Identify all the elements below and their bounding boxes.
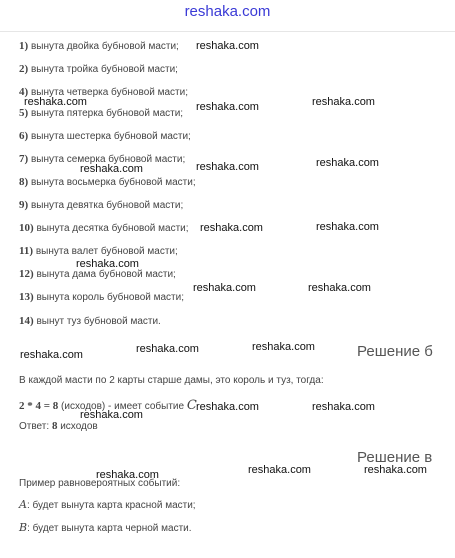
solution-b-heading: Решение б bbox=[357, 343, 433, 360]
item-number: 11) bbox=[19, 245, 34, 257]
event-a-variable: A bbox=[19, 498, 27, 511]
list-item bbox=[19, 130, 191, 142]
item-text: вынута шестерка бубновой масти; bbox=[30, 131, 191, 142]
item-text: вынута семерка бубновой масти; bbox=[30, 154, 186, 165]
solution-v-event-b bbox=[19, 521, 192, 534]
item-number: 13) bbox=[19, 291, 34, 303]
solution-v-heading: Решение в bbox=[357, 449, 433, 466]
watermark: reshaka.com bbox=[252, 341, 315, 353]
item-number: 2) bbox=[19, 63, 29, 75]
item-text: вынута король бубновой масти; bbox=[36, 292, 184, 303]
list-item bbox=[19, 176, 196, 188]
item-number: 7) bbox=[19, 153, 29, 165]
formula-math: 2 * 4 = 8 bbox=[19, 400, 59, 412]
list-item bbox=[19, 245, 178, 257]
list-item bbox=[19, 107, 183, 119]
answer-unit: исходов bbox=[57, 421, 98, 432]
event-variable: C bbox=[186, 398, 197, 413]
list-item bbox=[19, 63, 178, 75]
answer-label: Ответ: bbox=[19, 421, 52, 432]
item-text: вынута валет бубновой масти; bbox=[35, 246, 178, 257]
item-number: 10) bbox=[19, 222, 34, 234]
watermark: reshaka.com bbox=[316, 221, 379, 233]
formula-text: (исходов) - имеет событие bbox=[58, 401, 187, 412]
watermark: reshaka.com bbox=[76, 258, 139, 270]
list-item bbox=[19, 315, 161, 327]
watermark: reshaka.com bbox=[80, 163, 143, 175]
site-header[interactable]: reshaka.com bbox=[184, 3, 271, 20]
solution-v-intro: Пример равновероятных событий: bbox=[19, 478, 181, 489]
watermark: reshaka.com bbox=[193, 282, 256, 294]
list-item bbox=[19, 222, 189, 234]
watermark: reshaka.com bbox=[196, 101, 259, 113]
event-a-text: : будет вынута карта красной масти; bbox=[26, 500, 196, 511]
item-number: 6) bbox=[19, 130, 29, 142]
item-number: 8) bbox=[19, 176, 29, 188]
item-text: вынута двойка бубновой масти; bbox=[30, 41, 179, 52]
item-number: 12) bbox=[19, 268, 34, 280]
item-text: вынута девятка бубновой масти; bbox=[30, 200, 184, 211]
item-text: вынута восьмерка бубновой масти; bbox=[30, 177, 196, 188]
watermark: reshaka.com bbox=[248, 464, 311, 476]
list-item bbox=[19, 291, 184, 303]
item-number: 1) bbox=[19, 40, 29, 52]
watermark: reshaka.com bbox=[80, 409, 143, 421]
item-number: 5) bbox=[19, 107, 29, 119]
header-divider bbox=[0, 31, 455, 32]
event-b-text: : будет вынута карта черной масти. bbox=[27, 523, 192, 534]
watermark: reshaka.com bbox=[308, 282, 371, 294]
watermark: reshaka.com bbox=[196, 40, 259, 52]
solution-b-answer bbox=[19, 420, 98, 432]
watermark: reshaka.com bbox=[200, 222, 263, 234]
watermark: reshaka.com bbox=[136, 343, 199, 355]
watermark: reshaka.com bbox=[364, 464, 427, 476]
watermark: reshaka.com bbox=[196, 401, 259, 413]
watermark: reshaka.com bbox=[24, 96, 87, 108]
watermark: reshaka.com bbox=[316, 157, 379, 169]
item-text: вынут туз бубновой масти. bbox=[36, 316, 161, 327]
solution-b-text: В каждой масти по 2 карты старше дамы, это король и туз, тогда: bbox=[19, 375, 324, 386]
watermark: reshaka.com bbox=[196, 161, 259, 173]
item-text: вынута дама бубновой масти; bbox=[36, 269, 176, 280]
solution-b-formula bbox=[19, 398, 197, 413]
list-item bbox=[19, 199, 183, 211]
item-text: вынута тройка бубновой масти; bbox=[30, 64, 178, 75]
item-number: 14) bbox=[19, 315, 34, 327]
list-item bbox=[19, 40, 179, 52]
watermark: reshaka.com bbox=[312, 96, 375, 108]
watermark: reshaka.com bbox=[96, 469, 159, 481]
watermark: reshaka.com bbox=[20, 349, 83, 361]
item-text: вынута пятерка бубновой масти; bbox=[30, 108, 184, 119]
watermark: reshaka.com bbox=[312, 401, 375, 413]
item-text: вынута четверка бубновой масти; bbox=[30, 87, 188, 98]
item-number: 4) bbox=[19, 86, 29, 98]
solution-v-event-a bbox=[19, 498, 196, 511]
answer-value: 8 bbox=[51, 420, 58, 432]
item-number: 9) bbox=[19, 199, 29, 211]
event-b-variable: B bbox=[19, 521, 28, 534]
item-text: вынута десятка бубновой масти; bbox=[36, 223, 189, 234]
